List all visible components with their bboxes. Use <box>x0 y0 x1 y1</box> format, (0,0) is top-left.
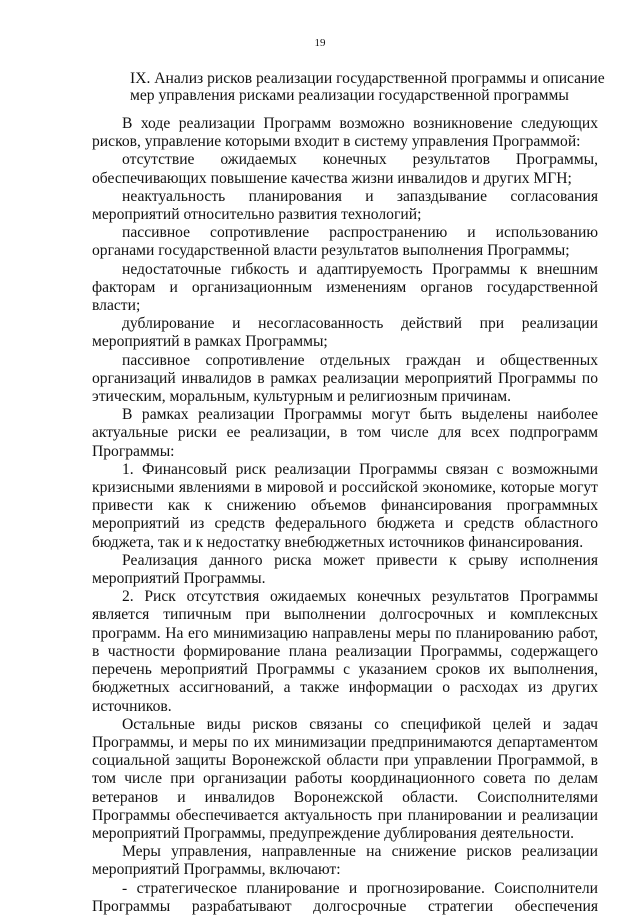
paragraph: неактуальность планирования и запаздывание согласования мероприятий относительно развития технологий; <box>92 187 598 224</box>
paragraph: недостаточные гибкость и адаптируемость Программы к внешним факторам и организационным изменениям органов государственной власти; <box>92 260 598 315</box>
paragraph: пассивное сопротивление отдельных граждан и общественных организаций инвалидов в рамках реализации мероприятий Программы по этическим, моральным, культурным и религиозным причинам. <box>92 351 598 406</box>
section-heading-line-1: IX. Анализ рисков реализации государственной программы и описание <box>130 70 605 87</box>
paragraph: дублирование и несогласованность действий при реализации мероприятий в рамках Программы; <box>92 315 598 351</box>
paragraph: 1. Финансовый риск реализации Программы связан с возможными кризисными явлениями в мировой и российской экономике, которые могут привести как к снижению объемов финансирования программных мероприятий из средств федерального бюджета и средств областного бюджета, так и к недостатку внебюджетных источников финансирования. <box>92 460 598 551</box>
paragraph: В ходе реализации Программ возможно возникновение следующих рисков, управление которыми входит в систему управления Программой: <box>92 115 598 151</box>
paragraph: Реализация данного риска может привести к срыву исполнения мероприятий Программы. <box>92 551 598 588</box>
paragraph: - стратегическое планирование и прогнозирование. Соисполнители Программы разрабатывают долгосрочные стратегии обеспечения <box>92 879 598 915</box>
paragraph: отсутствие ожидаемых конечных результатов Программы, обеспечивающих повышение качества жизни инвалидов и других МГН; <box>92 151 598 187</box>
paragraph: В рамках реализации Программы могут быть выделены наиболее актуальные риски ее реализации, в том числе для всех подпрограмм Программы: <box>92 406 598 460</box>
section-heading-line-2: мер управления рисками реализации государственной программы <box>130 87 569 104</box>
body-text <box>92 115 598 916</box>
paragraph: Меры управления, направленные на снижение рисков реализации мероприятий Программы, включают: <box>92 843 598 879</box>
section-heading <box>130 70 605 104</box>
paragraph: 2. Риск отсутствия ожидаемых конечных результатов Программы является типичным при выполнении долгосрочных и комплексных программ. На его минимизацию направлены меры по планированию работ, в частности формирование плана реализации Программы, содержащего перечень мероприятий Программы с указанием сроков их выполнения, бюджетных ассигнований, а также информации о расходах из других источников. <box>92 588 598 715</box>
paragraph: Остальные виды рисков связаны со спецификой целей и задач Программы, и меры по их минимизации предпринимаются департаментом социальной защиты Воронежской области при управлении Программой, в том числе при организации работы координационного совета по делам ветеранов и инвалидов Воронежской области. Соисполнителями Программы обеспечивается актуальность при планировании и реализации мероприятий Программы, предупреждение дублирования деятельности. <box>92 715 598 842</box>
page-number: 19 <box>314 37 326 49</box>
paragraph: пассивное сопротивление распространению и использованию органами государственной власти результатов выполнения Программы; <box>92 224 598 260</box>
